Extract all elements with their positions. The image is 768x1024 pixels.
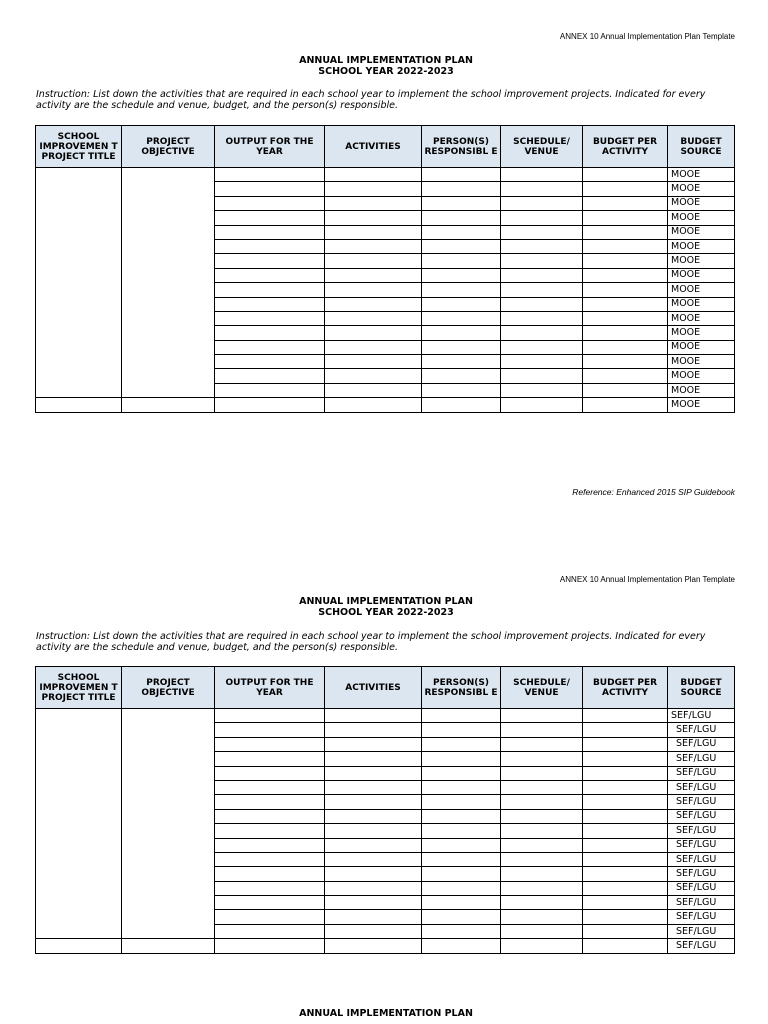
instruction-text: Instruction: List down the activities that are required in each school year to implement the school improvement projects. Indicated for every activity are the schedule and venue, budget, and the person(s) responsible.: [36, 89, 706, 111]
cell-budget-per-activity[interactable]: [583, 752, 668, 766]
instruction-text: Instruction: List down the activities that are required in each school year to implement the school improvement projects. Indicated for every activity are the schedule and venue, budget, and the person(s) responsible.: [36, 631, 706, 653]
cell-budget-source[interactable]: SEF/LGU: [668, 867, 735, 881]
cell-output[interactable]: [215, 268, 325, 282]
cell-activities[interactable]: [325, 838, 422, 852]
cell-schedule-venue[interactable]: [501, 780, 583, 794]
col-header-project-title: SCHOOL IMPROVEMEN T PROJECT TITLE: [36, 126, 122, 168]
cell-persons-responsible[interactable]: [422, 809, 501, 823]
cell-budget-per-activity[interactable]: [583, 283, 668, 297]
cell-persons-responsible[interactable]: [422, 239, 501, 253]
table-row: [36, 939, 735, 953]
cell-activities[interactable]: [325, 398, 422, 412]
cell-activities[interactable]: [325, 383, 422, 397]
cell-schedule-venue[interactable]: [501, 766, 583, 780]
cell-activities[interactable]: [325, 939, 422, 953]
cell-budget-source[interactable]: SEF/LGU: [668, 910, 735, 924]
cell-budget-source[interactable]: SEF/LGU: [668, 881, 735, 895]
cell-persons-responsible[interactable]: [422, 824, 501, 838]
annex-label: ANNEX 10 Annual Implementation Plan Template: [559, 575, 735, 584]
cell-output[interactable]: [215, 824, 325, 838]
cell-budget-source[interactable]: MOOE: [668, 239, 735, 253]
cell-persons-responsible[interactable]: [422, 326, 501, 340]
cell-output[interactable]: [215, 211, 325, 225]
col-header-output: OUTPUT FOR THE YEAR: [215, 667, 325, 709]
cell-schedule-venue[interactable]: [501, 752, 583, 766]
cell-output[interactable]: [215, 709, 325, 723]
cell-persons-responsible[interactable]: [422, 196, 501, 210]
cell-output[interactable]: [215, 182, 325, 196]
cell-budget-per-activity[interactable]: [583, 795, 668, 809]
cell-activities[interactable]: [325, 795, 422, 809]
cell-budget-source[interactable]: SEF/LGU: [668, 752, 735, 766]
cell-budget-per-activity[interactable]: [583, 355, 668, 369]
cell-activities[interactable]: [325, 766, 422, 780]
cell-project-title[interactable]: [36, 939, 122, 953]
cell-project-objective[interactable]: [122, 398, 215, 412]
cell-persons-responsible[interactable]: [422, 283, 501, 297]
cell-budget-per-activity[interactable]: [583, 723, 668, 737]
cell-budget-per-activity[interactable]: [583, 896, 668, 910]
col-header-project-objective: PROJECT OBJECTIVE: [122, 667, 215, 709]
col-header-budget-per-activity: BUDGET PER ACTIVITY: [583, 126, 668, 168]
cell-budget-per-activity[interactable]: [583, 852, 668, 866]
cell-activities[interactable]: [325, 809, 422, 823]
cell-budget-per-activity[interactable]: [583, 809, 668, 823]
cell-schedule-venue[interactable]: [501, 809, 583, 823]
cell-budget-source[interactable]: MOOE: [668, 283, 735, 297]
cell-budget-source[interactable]: SEF/LGU: [668, 780, 735, 794]
cell-persons-responsible[interactable]: [422, 766, 501, 780]
cell-budget-per-activity[interactable]: [583, 709, 668, 723]
cell-output[interactable]: [215, 795, 325, 809]
cell-budget-per-activity[interactable]: [583, 254, 668, 268]
cell-output[interactable]: [215, 881, 325, 895]
cell-activities[interactable]: [325, 326, 422, 340]
cell-activities[interactable]: [325, 881, 422, 895]
cell-persons-responsible[interactable]: [422, 838, 501, 852]
cell-budget-source[interactable]: MOOE: [668, 168, 735, 182]
cell-activities[interactable]: [325, 369, 422, 383]
col-header-budget-per-activity: BUDGET PER ACTIVITY: [583, 667, 668, 709]
cell-persons-responsible[interactable]: [422, 939, 501, 953]
cell-budget-per-activity[interactable]: [583, 910, 668, 924]
cell-output[interactable]: [215, 752, 325, 766]
reference-note: Reference: Enhanced 2015 SIP Guidebook: [572, 487, 735, 497]
cell-budget-source[interactable]: SEF/LGU: [668, 709, 735, 723]
cell-output[interactable]: [215, 239, 325, 253]
cell-budget-per-activity[interactable]: [583, 383, 668, 397]
plan-table-mooe: [35, 125, 735, 413]
cell-output[interactable]: [215, 168, 325, 182]
cell-budget-source[interactable]: MOOE: [668, 383, 735, 397]
cell-schedule-venue[interactable]: [501, 824, 583, 838]
cell-persons-responsible[interactable]: [422, 881, 501, 895]
cell-schedule-venue[interactable]: [501, 168, 583, 182]
cell-output[interactable]: [215, 910, 325, 924]
cell-persons-responsible[interactable]: [422, 340, 501, 354]
school-year: SCHOOL YEAR 2022-2023: [318, 607, 454, 618]
cell-budget-per-activity[interactable]: [583, 326, 668, 340]
col-header-persons-responsible: PERSON(S) RESPONSIBL E: [422, 126, 501, 168]
plan-title: ANNUAL IMPLEMENTATION PLAN: [299, 55, 473, 66]
cell-schedule-venue[interactable]: [501, 939, 583, 953]
cell-persons-responsible[interactable]: [422, 910, 501, 924]
cell-persons-responsible[interactable]: [422, 297, 501, 311]
cell-schedule-venue[interactable]: [501, 268, 583, 282]
table-body: [36, 168, 735, 413]
cell-schedule-venue[interactable]: [501, 182, 583, 196]
cell-schedule-venue[interactable]: [501, 369, 583, 383]
col-header-activities: ACTIVITIES: [325, 126, 422, 168]
cell-budget-source[interactable]: SEF/LGU: [668, 795, 735, 809]
plan-table-sef-lgu: [35, 666, 735, 954]
cell-schedule-venue[interactable]: [501, 795, 583, 809]
cell-schedule-venue[interactable]: [501, 924, 583, 938]
cell-schedule-venue[interactable]: [501, 225, 583, 239]
col-header-persons-responsible: PERSON(S) RESPONSIBL E: [422, 667, 501, 709]
cell-persons-responsible[interactable]: [422, 795, 501, 809]
cell-budget-source[interactable]: SEF/LGU: [668, 852, 735, 866]
cell-activities[interactable]: [325, 924, 422, 938]
cell-activities[interactable]: [325, 896, 422, 910]
cell-schedule-venue[interactable]: [501, 297, 583, 311]
cell-activities[interactable]: [325, 780, 422, 794]
table-row: [36, 398, 735, 412]
cell-activities[interactable]: [325, 867, 422, 881]
cell-output[interactable]: [215, 196, 325, 210]
cell-output[interactable]: [215, 737, 325, 751]
cell-schedule-venue[interactable]: [501, 896, 583, 910]
table-header-row: [36, 126, 735, 168]
cell-activities[interactable]: [325, 824, 422, 838]
cell-budget-per-activity[interactable]: [583, 838, 668, 852]
cell-persons-responsible[interactable]: [422, 355, 501, 369]
cell-budget-per-activity[interactable]: [583, 182, 668, 196]
cell-budget-source[interactable]: SEF/LGU: [668, 723, 735, 737]
cell-schedule-venue[interactable]: [501, 709, 583, 723]
table-row: [36, 168, 735, 182]
cell-activities[interactable]: [325, 283, 422, 297]
cell-output[interactable]: [215, 838, 325, 852]
cell-activities[interactable]: [325, 225, 422, 239]
cell-project-title[interactable]: [36, 709, 122, 939]
cell-output[interactable]: [215, 297, 325, 311]
col-header-project-objective: PROJECT OBJECTIVE: [122, 126, 215, 168]
cell-schedule-venue[interactable]: [501, 398, 583, 412]
cell-budget-per-activity[interactable]: [583, 196, 668, 210]
cell-schedule-venue[interactable]: [501, 838, 583, 852]
cell-persons-responsible[interactable]: [422, 780, 501, 794]
cell-schedule-venue[interactable]: [501, 254, 583, 268]
cell-project-objective[interactable]: [122, 939, 215, 953]
cell-budget-source[interactable]: MOOE: [668, 182, 735, 196]
cell-budget-source[interactable]: MOOE: [668, 297, 735, 311]
cell-schedule-venue[interactable]: [501, 340, 583, 354]
col-header-output: OUTPUT FOR THE YEAR: [215, 126, 325, 168]
cell-budget-source[interactable]: SEF/LGU: [668, 824, 735, 838]
col-header-activities: ACTIVITIES: [325, 667, 422, 709]
cell-schedule-venue[interactable]: [501, 355, 583, 369]
cell-activities[interactable]: [325, 752, 422, 766]
cell-budget-source[interactable]: MOOE: [668, 311, 735, 325]
cell-output[interactable]: [215, 283, 325, 297]
cell-persons-responsible[interactable]: [422, 268, 501, 282]
cell-output[interactable]: [215, 311, 325, 325]
cell-output[interactable]: [215, 809, 325, 823]
cell-persons-responsible[interactable]: [422, 225, 501, 239]
cell-budget-source[interactable]: SEF/LGU: [668, 737, 735, 751]
cell-schedule-venue[interactable]: [501, 737, 583, 751]
cell-budget-per-activity[interactable]: [583, 225, 668, 239]
table-body: [36, 709, 735, 954]
cell-schedule-venue[interactable]: [501, 852, 583, 866]
cell-persons-responsible[interactable]: [422, 752, 501, 766]
cell-schedule-venue[interactable]: [501, 239, 583, 253]
cell-persons-responsible[interactable]: [422, 723, 501, 737]
cell-output[interactable]: [215, 723, 325, 737]
cell-activities[interactable]: [325, 737, 422, 751]
cell-output[interactable]: [215, 369, 325, 383]
cell-activities[interactable]: [325, 355, 422, 369]
cell-schedule-venue[interactable]: [501, 283, 583, 297]
cell-budget-per-activity[interactable]: [583, 881, 668, 895]
cell-budget-source[interactable]: SEF/LGU: [668, 939, 735, 953]
cell-budget-per-activity[interactable]: [583, 766, 668, 780]
cell-output[interactable]: [215, 896, 325, 910]
plan-title: ANNUAL IMPLEMENTATION PLAN: [299, 1008, 473, 1019]
cell-persons-responsible[interactable]: [422, 369, 501, 383]
cell-activities[interactable]: [325, 196, 422, 210]
cell-activities[interactable]: [325, 723, 422, 737]
cell-persons-responsible[interactable]: [422, 867, 501, 881]
cell-output[interactable]: [215, 340, 325, 354]
cell-budget-source[interactable]: MOOE: [668, 225, 735, 239]
cell-schedule-venue[interactable]: [501, 383, 583, 397]
cell-schedule-venue[interactable]: [501, 723, 583, 737]
cell-budget-per-activity[interactable]: [583, 211, 668, 225]
cell-activities[interactable]: [325, 211, 422, 225]
cell-persons-responsible[interactable]: [422, 182, 501, 196]
cell-budget-per-activity[interactable]: [583, 780, 668, 794]
school-year: SCHOOL YEAR 2022-2023: [318, 66, 454, 77]
col-header-schedule-venue: SCHEDULE/ VENUE: [501, 667, 583, 709]
cell-budget-source[interactable]: MOOE: [668, 268, 735, 282]
cell-activities[interactable]: [325, 254, 422, 268]
cell-project-objective[interactable]: [122, 709, 215, 939]
cell-persons-responsible[interactable]: [422, 211, 501, 225]
cell-budget-per-activity[interactable]: [583, 824, 668, 838]
cell-persons-responsible[interactable]: [422, 254, 501, 268]
cell-project-title[interactable]: [36, 398, 122, 412]
cell-schedule-venue[interactable]: [501, 326, 583, 340]
cell-budget-per-activity[interactable]: [583, 737, 668, 751]
cell-persons-responsible[interactable]: [422, 852, 501, 866]
cell-budget-source[interactable]: MOOE: [668, 196, 735, 210]
cell-output[interactable]: [215, 852, 325, 866]
cell-budget-per-activity[interactable]: [583, 268, 668, 282]
cell-schedule-venue[interactable]: [501, 196, 583, 210]
table-header-row: [36, 667, 735, 709]
cell-budget-source[interactable]: SEF/LGU: [668, 809, 735, 823]
cell-budget-per-activity[interactable]: [583, 340, 668, 354]
cell-schedule-venue[interactable]: [501, 311, 583, 325]
cell-budget-per-activity[interactable]: [583, 297, 668, 311]
cell-activities[interactable]: [325, 182, 422, 196]
cell-schedule-venue[interactable]: [501, 881, 583, 895]
cell-output[interactable]: [215, 939, 325, 953]
cell-persons-responsible[interactable]: [422, 398, 501, 412]
cell-activities[interactable]: [325, 340, 422, 354]
cell-persons-responsible[interactable]: [422, 709, 501, 723]
cell-activities[interactable]: [325, 910, 422, 924]
cell-output[interactable]: [215, 766, 325, 780]
cell-output[interactable]: [215, 326, 325, 340]
cell-project-objective[interactable]: [122, 168, 215, 398]
cell-budget-source[interactable]: SEF/LGU: [668, 838, 735, 852]
cell-output[interactable]: [215, 355, 325, 369]
cell-budget-source[interactable]: MOOE: [668, 326, 735, 340]
cell-persons-responsible[interactable]: [422, 896, 501, 910]
cell-budget-source[interactable]: MOOE: [668, 211, 735, 225]
cell-budget-per-activity[interactable]: [583, 168, 668, 182]
cell-persons-responsible[interactable]: [422, 311, 501, 325]
cell-persons-responsible[interactable]: [422, 924, 501, 938]
cell-budget-per-activity[interactable]: [583, 939, 668, 953]
cell-activities[interactable]: [325, 239, 422, 253]
cell-budget-source[interactable]: SEF/LGU: [668, 924, 735, 938]
annex-label: ANNEX 10 Annual Implementation Plan Template: [559, 32, 735, 41]
cell-budget-per-activity[interactable]: [583, 311, 668, 325]
cell-output[interactable]: [215, 924, 325, 938]
cell-budget-source[interactable]: MOOE: [668, 398, 735, 412]
col-header-project-title: SCHOOL IMPROVEMEN T PROJECT TITLE: [36, 667, 122, 709]
cell-activities[interactable]: [325, 852, 422, 866]
cell-activities[interactable]: [325, 311, 422, 325]
cell-schedule-venue[interactable]: [501, 211, 583, 225]
cell-budget-source[interactable]: MOOE: [668, 340, 735, 354]
cell-persons-responsible[interactable]: [422, 168, 501, 182]
cell-activities[interactable]: [325, 268, 422, 282]
cell-budget-per-activity[interactable]: [583, 867, 668, 881]
cell-activities[interactable]: [325, 168, 422, 182]
cell-activities[interactable]: [325, 297, 422, 311]
col-header-budget-source: BUDGET SOURCE: [668, 126, 735, 168]
cell-schedule-venue[interactable]: [501, 867, 583, 881]
cell-budget-source[interactable]: SEF/LGU: [668, 896, 735, 910]
cell-persons-responsible[interactable]: [422, 737, 501, 751]
col-header-schedule-venue: SCHEDULE/ VENUE: [501, 126, 583, 168]
cell-output[interactable]: [215, 383, 325, 397]
cell-budget-source[interactable]: MOOE: [668, 355, 735, 369]
cell-budget-per-activity[interactable]: [583, 239, 668, 253]
plan-title: ANNUAL IMPLEMENTATION PLAN: [299, 596, 473, 607]
cell-budget-per-activity[interactable]: [583, 398, 668, 412]
cell-persons-responsible[interactable]: [422, 383, 501, 397]
cell-output[interactable]: [215, 398, 325, 412]
table-row: [36, 709, 735, 723]
cell-activities[interactable]: [325, 709, 422, 723]
cell-project-title[interactable]: [36, 168, 122, 398]
cell-output[interactable]: [215, 780, 325, 794]
cell-schedule-venue[interactable]: [501, 910, 583, 924]
col-header-budget-source: BUDGET SOURCE: [668, 667, 735, 709]
cell-budget-per-activity[interactable]: [583, 924, 668, 938]
cell-budget-per-activity[interactable]: [583, 369, 668, 383]
cell-output[interactable]: [215, 254, 325, 268]
cell-budget-source[interactable]: SEF/LGU: [668, 766, 735, 780]
cell-output[interactable]: [215, 867, 325, 881]
cell-budget-source[interactable]: MOOE: [668, 254, 735, 268]
cell-budget-source[interactable]: MOOE: [668, 369, 735, 383]
cell-output[interactable]: [215, 225, 325, 239]
